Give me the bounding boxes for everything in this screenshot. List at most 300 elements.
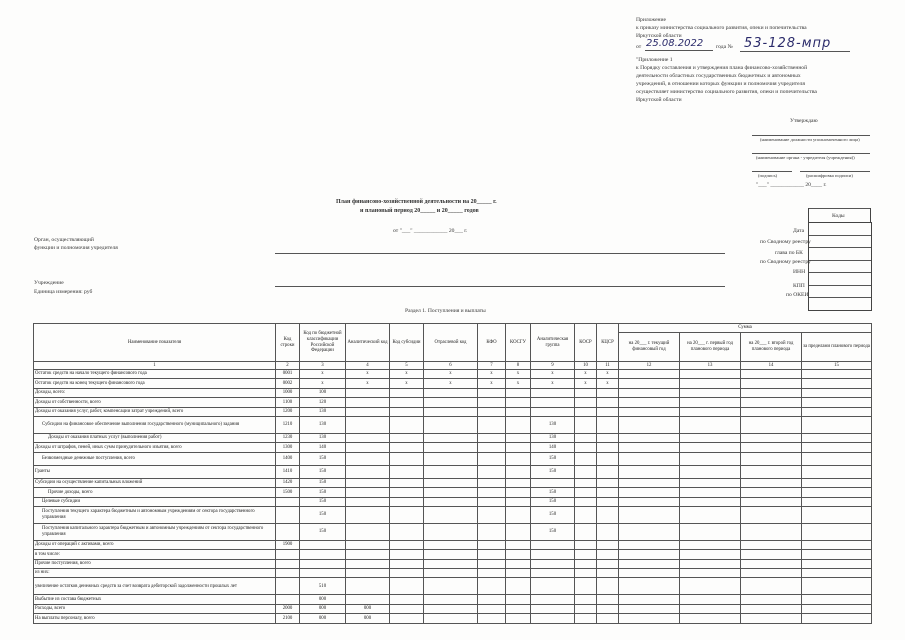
table-row bbox=[34, 433, 872, 442]
approval-sign-caption: (подпись) bbox=[758, 173, 778, 178]
cell-c11 bbox=[597, 550, 619, 559]
sum-cell[interactable] bbox=[619, 388, 680, 397]
sum-cell[interactable] bbox=[802, 523, 872, 540]
cell-c4 bbox=[346, 398, 390, 407]
sum-cell[interactable] bbox=[741, 478, 802, 487]
sum-cell[interactable] bbox=[802, 559, 872, 568]
sum-cell[interactable] bbox=[619, 379, 680, 388]
col-header-analytic-group: Аналитическая группа bbox=[531, 324, 575, 362]
sum-cell[interactable] bbox=[680, 370, 741, 379]
code-cell[interactable] bbox=[809, 223, 871, 236]
cell-c9: 150 bbox=[531, 497, 575, 506]
sum-cell[interactable] bbox=[802, 478, 872, 487]
cell-c8 bbox=[506, 407, 531, 416]
appendix-line-6: Иркутской области bbox=[636, 97, 682, 103]
code-cell[interactable] bbox=[809, 236, 871, 249]
sum-cell[interactable] bbox=[680, 443, 741, 452]
cell-c7 bbox=[478, 497, 506, 506]
cell-c9: 150 bbox=[531, 506, 575, 523]
sum-cell[interactable] bbox=[680, 433, 741, 442]
row-name: Безвозмездные денежные поступления, всего bbox=[34, 452, 276, 465]
sum-cell[interactable] bbox=[741, 604, 802, 613]
row-name: Субсидии на финансовое обеспечение выполнения государственного (муниципального) задания bbox=[34, 416, 276, 433]
organ-label: Орган, осуществляющий bbox=[34, 237, 94, 243]
cell-c9: 150 bbox=[531, 523, 575, 540]
sum-cell[interactable] bbox=[680, 465, 741, 478]
sum-cell[interactable] bbox=[619, 452, 680, 465]
cell-c11 bbox=[597, 614, 619, 623]
cell-c9: x bbox=[531, 370, 575, 379]
cell-c4 bbox=[346, 416, 390, 433]
sum-cell[interactable] bbox=[741, 488, 802, 497]
cell-c8 bbox=[506, 433, 531, 442]
sum-cell[interactable] bbox=[802, 497, 872, 506]
table-row bbox=[34, 497, 872, 506]
sum-cell[interactable] bbox=[619, 550, 680, 559]
cell-c8 bbox=[506, 540, 531, 549]
cell-c7: x bbox=[478, 379, 506, 388]
cell-c5 bbox=[390, 578, 424, 595]
sum-cell[interactable] bbox=[802, 370, 872, 379]
cell-c6: x bbox=[424, 370, 478, 379]
cell-c4 bbox=[346, 388, 390, 397]
sum-cell[interactable] bbox=[741, 433, 802, 442]
cell-c9 bbox=[531, 388, 575, 397]
column-number: 14 bbox=[741, 362, 802, 370]
cell-c5 bbox=[390, 604, 424, 613]
cell-c9 bbox=[531, 559, 575, 568]
sum-cell[interactable] bbox=[741, 497, 802, 506]
row-name: Поступления текущего характера бюджетным и автономным учреждениям от сектора государственного управления bbox=[34, 506, 276, 523]
code-cell[interactable] bbox=[809, 261, 871, 274]
cell-code: 1500 bbox=[276, 488, 300, 497]
cell-code bbox=[276, 497, 300, 506]
order-number-prefix: года № bbox=[716, 44, 733, 50]
cell-code: 1400 bbox=[276, 452, 300, 465]
column-number: 15 bbox=[802, 362, 872, 370]
cell-c4: 000 bbox=[346, 604, 390, 613]
cell-c8: x bbox=[506, 370, 531, 379]
cell-c6 bbox=[424, 465, 478, 478]
cell-c8 bbox=[506, 569, 531, 578]
cell-c8 bbox=[506, 550, 531, 559]
finance-table bbox=[33, 323, 872, 624]
row-name: в том числе: bbox=[34, 550, 276, 559]
cell-c10 bbox=[575, 559, 597, 568]
cell-bk: 130 bbox=[300, 433, 346, 442]
cell-c4 bbox=[346, 452, 390, 465]
code-cell[interactable] bbox=[809, 273, 871, 286]
institution-label: Учреждение bbox=[34, 280, 64, 286]
sum-cell[interactable] bbox=[680, 595, 741, 604]
cell-code: 2000 bbox=[276, 604, 300, 613]
cell-c11 bbox=[597, 465, 619, 478]
column-number: 13 bbox=[680, 362, 741, 370]
cell-c11 bbox=[597, 506, 619, 523]
cell-c10 bbox=[575, 614, 597, 623]
col-header-kfo: КФО bbox=[478, 324, 506, 362]
sum-cell[interactable] bbox=[680, 604, 741, 613]
cell-c7: x bbox=[478, 370, 506, 379]
sum-cell[interactable] bbox=[741, 465, 802, 478]
cell-c10 bbox=[575, 398, 597, 407]
column-number: 3 bbox=[300, 362, 346, 370]
cell-c6 bbox=[424, 398, 478, 407]
col-header-sum-4: за пределами планового периода bbox=[802, 333, 872, 362]
sum-cell[interactable] bbox=[619, 523, 680, 540]
row-name: Субсидии на осуществление капитальных вложений bbox=[34, 478, 276, 487]
cell-c11 bbox=[597, 578, 619, 595]
cell-c6 bbox=[424, 569, 478, 578]
sum-cell[interactable] bbox=[741, 569, 802, 578]
sum-cell[interactable] bbox=[741, 559, 802, 568]
cell-code bbox=[276, 595, 300, 604]
table-row bbox=[34, 398, 872, 407]
cell-c6 bbox=[424, 433, 478, 442]
cell-code: 0001 bbox=[276, 370, 300, 379]
header-line-2: к приказу министерства социального развития, опеки и попечительства bbox=[636, 25, 807, 31]
appendix-line-1: "Приложение 1 bbox=[636, 57, 673, 63]
cell-bk: 000 bbox=[300, 614, 346, 623]
cell-c9: 150 bbox=[531, 488, 575, 497]
cell-c5 bbox=[390, 478, 424, 487]
cell-c10 bbox=[575, 595, 597, 604]
code-cell[interactable] bbox=[809, 248, 871, 261]
cell-c9: x bbox=[531, 379, 575, 388]
sum-cell[interactable] bbox=[619, 398, 680, 407]
column-number: 8 bbox=[506, 362, 531, 370]
cell-c10 bbox=[575, 540, 597, 549]
code-label-bk: глава по БК bbox=[775, 250, 803, 256]
sum-cell[interactable] bbox=[802, 443, 872, 452]
cell-c6 bbox=[424, 488, 478, 497]
cell-code: 1420 bbox=[276, 478, 300, 487]
sum-cell[interactable] bbox=[619, 478, 680, 487]
cell-code bbox=[276, 578, 300, 595]
codes-box bbox=[808, 222, 872, 311]
col-header-kcsr: КЦСР bbox=[597, 324, 619, 362]
cell-c5 bbox=[390, 452, 424, 465]
cell-bk: 150 bbox=[300, 452, 346, 465]
sum-cell[interactable] bbox=[619, 488, 680, 497]
sum-cell[interactable] bbox=[802, 388, 872, 397]
cell-c4: 000 bbox=[346, 614, 390, 623]
cell-c6 bbox=[424, 604, 478, 613]
sum-cell[interactable] bbox=[619, 407, 680, 416]
sum-cell[interactable] bbox=[680, 569, 741, 578]
sum-cell[interactable] bbox=[802, 604, 872, 613]
cell-c5: x bbox=[390, 370, 424, 379]
plan-title-line-2: и плановый период 20_____ и 20_____ годов bbox=[360, 208, 479, 214]
sum-cell[interactable] bbox=[802, 569, 872, 578]
cell-c5 bbox=[390, 388, 424, 397]
sum-cell[interactable] bbox=[680, 452, 741, 465]
sum-cell[interactable] bbox=[619, 465, 680, 478]
row-name: Доходы, всего: bbox=[34, 388, 276, 397]
cell-c7 bbox=[478, 506, 506, 523]
cell-c7 bbox=[478, 540, 506, 549]
cell-c9 bbox=[531, 540, 575, 549]
sum-cell[interactable] bbox=[619, 614, 680, 623]
sum-cell[interactable] bbox=[619, 443, 680, 452]
plan-date: от "___" ____________ 20___ г. bbox=[393, 228, 468, 234]
row-name: Выбытие из состава бюджетных bbox=[34, 595, 276, 604]
table-row bbox=[34, 578, 872, 595]
column-number: 4 bbox=[346, 362, 390, 370]
cell-c11 bbox=[597, 559, 619, 568]
cell-code: 1410 bbox=[276, 465, 300, 478]
cell-c5 bbox=[390, 559, 424, 568]
column-number: 10 bbox=[575, 362, 597, 370]
code-cell[interactable] bbox=[809, 286, 871, 299]
sum-cell[interactable] bbox=[741, 614, 802, 623]
cell-c7 bbox=[478, 407, 506, 416]
organ-label-2: функции и полномочия учредителя bbox=[34, 245, 118, 251]
cell-c4 bbox=[346, 540, 390, 549]
row-name: Прочие поступления, всего bbox=[34, 559, 276, 568]
cell-c10 bbox=[575, 569, 597, 578]
sum-cell[interactable] bbox=[741, 370, 802, 379]
row-name: На выплаты персоналу, всего bbox=[34, 614, 276, 623]
table-row bbox=[34, 379, 872, 388]
sum-cell[interactable] bbox=[802, 488, 872, 497]
cell-bk: 150 bbox=[300, 465, 346, 478]
sum-cell[interactable] bbox=[741, 398, 802, 407]
cell-c8 bbox=[506, 416, 531, 433]
code-label-okei: по ОКЕИ bbox=[786, 292, 809, 298]
appendix-line-2: к Порядку составления и утверждения плана финансово-хозяйственной bbox=[636, 65, 808, 71]
cell-code: 1230 bbox=[276, 433, 300, 442]
col-header-analytic: Аналитический код bbox=[346, 324, 390, 362]
codes-heading: Коды bbox=[832, 213, 845, 219]
cell-code: 1000 bbox=[276, 388, 300, 397]
sum-cell[interactable] bbox=[802, 595, 872, 604]
cell-c11 bbox=[597, 388, 619, 397]
sum-cell[interactable] bbox=[619, 416, 680, 433]
sum-cell[interactable] bbox=[741, 506, 802, 523]
cell-c6 bbox=[424, 540, 478, 549]
appendix-line-5: осуществляет министерство социального развития, опеки и попечительства bbox=[636, 89, 817, 95]
col-header-subsidy: Код субсидии bbox=[390, 324, 424, 362]
cell-c9 bbox=[531, 569, 575, 578]
sum-cell[interactable] bbox=[802, 550, 872, 559]
sum-cell[interactable] bbox=[802, 578, 872, 595]
sum-cell[interactable] bbox=[741, 452, 802, 465]
row-name: Доходы от оказания платных услуг (выполнения работ) bbox=[34, 433, 276, 442]
cell-c10 bbox=[575, 443, 597, 452]
col-header-sector: Отраслевой код bbox=[424, 324, 478, 362]
cell-c10 bbox=[575, 465, 597, 478]
cell-c8 bbox=[506, 465, 531, 478]
sum-cell[interactable] bbox=[619, 506, 680, 523]
cell-c5 bbox=[390, 407, 424, 416]
cell-c8 bbox=[506, 443, 531, 452]
cell-c6 bbox=[424, 506, 478, 523]
cell-bk bbox=[300, 559, 346, 568]
cell-c9 bbox=[531, 407, 575, 416]
sum-cell[interactable] bbox=[802, 452, 872, 465]
table-row bbox=[34, 614, 872, 623]
cell-c8 bbox=[506, 398, 531, 407]
cell-c7 bbox=[478, 569, 506, 578]
sum-cell[interactable] bbox=[741, 379, 802, 388]
cell-c5 bbox=[390, 416, 424, 433]
sum-cell[interactable] bbox=[802, 465, 872, 478]
sum-cell[interactable] bbox=[741, 388, 802, 397]
cell-bk bbox=[300, 550, 346, 559]
cell-c9 bbox=[531, 595, 575, 604]
sum-cell[interactable] bbox=[802, 614, 872, 623]
sum-cell[interactable] bbox=[680, 497, 741, 506]
cell-c10 bbox=[575, 506, 597, 523]
sum-cell[interactable] bbox=[802, 506, 872, 523]
col-header-name: Наименование показателя bbox=[34, 324, 276, 362]
sum-cell[interactable] bbox=[741, 578, 802, 595]
cell-c4 bbox=[346, 443, 390, 452]
cell-c10 bbox=[575, 550, 597, 559]
table-row bbox=[34, 478, 872, 487]
cell-c11 bbox=[597, 452, 619, 465]
sum-cell[interactable] bbox=[680, 416, 741, 433]
sum-cell[interactable] bbox=[619, 578, 680, 595]
cell-c10 bbox=[575, 433, 597, 442]
cell-code: 1100 bbox=[276, 398, 300, 407]
sum-cell[interactable] bbox=[802, 379, 872, 388]
sum-cell[interactable] bbox=[680, 559, 741, 568]
cell-c5 bbox=[390, 614, 424, 623]
cell-c9: 130 bbox=[531, 416, 575, 433]
sum-cell[interactable] bbox=[741, 595, 802, 604]
cell-c8 bbox=[506, 559, 531, 568]
cell-code bbox=[276, 550, 300, 559]
sum-cell[interactable] bbox=[802, 416, 872, 433]
table-row bbox=[34, 452, 872, 465]
sum-cell[interactable] bbox=[741, 407, 802, 416]
cell-c8: x bbox=[506, 379, 531, 388]
table-row bbox=[34, 416, 872, 433]
cell-bk: 000 bbox=[300, 595, 346, 604]
sum-cell[interactable] bbox=[680, 523, 741, 540]
sum-cell[interactable] bbox=[741, 550, 802, 559]
cell-bk: 150 bbox=[300, 497, 346, 506]
sum-cell[interactable] bbox=[619, 595, 680, 604]
cell-c7 bbox=[478, 559, 506, 568]
sum-cell[interactable] bbox=[741, 416, 802, 433]
cell-c11 bbox=[597, 478, 619, 487]
cell-c4 bbox=[346, 497, 390, 506]
cell-c7 bbox=[478, 443, 506, 452]
sum-cell[interactable] bbox=[741, 443, 802, 452]
cell-c5 bbox=[390, 497, 424, 506]
sum-cell[interactable] bbox=[619, 569, 680, 578]
row-name: Остаток средств на начало текущего финансового года bbox=[34, 370, 276, 379]
row-name: увеличение остатков денежных средств за счет возврата дебиторской задолженности прошлых лет bbox=[34, 578, 276, 595]
order-number-handwritten: 53-128-мпр bbox=[744, 36, 832, 51]
sum-cell[interactable] bbox=[680, 388, 741, 397]
cell-c11: x bbox=[597, 379, 619, 388]
cell-c4 bbox=[346, 478, 390, 487]
cell-c5 bbox=[390, 506, 424, 523]
cell-c6 bbox=[424, 523, 478, 540]
cell-c8 bbox=[506, 614, 531, 623]
code-label-registry: по Сводному реестру bbox=[760, 239, 811, 245]
code-label-registry-2: по Сводному реестру bbox=[760, 259, 811, 265]
cell-c10 bbox=[575, 497, 597, 506]
sum-cell[interactable] bbox=[619, 433, 680, 442]
sum-cell[interactable] bbox=[802, 433, 872, 442]
cell-c10 bbox=[575, 388, 597, 397]
cell-c8 bbox=[506, 478, 531, 487]
cell-c9 bbox=[531, 478, 575, 487]
col-header-kosr: КОСР bbox=[575, 324, 597, 362]
cell-c7 bbox=[478, 478, 506, 487]
cell-c7 bbox=[478, 433, 506, 442]
table-row bbox=[34, 540, 872, 549]
cell-c11 bbox=[597, 488, 619, 497]
sum-cell[interactable] bbox=[619, 497, 680, 506]
sum-cell[interactable] bbox=[802, 407, 872, 416]
sum-cell[interactable] bbox=[680, 407, 741, 416]
sum-cell[interactable] bbox=[680, 550, 741, 559]
column-number: 5 bbox=[390, 362, 424, 370]
cell-c6 bbox=[424, 497, 478, 506]
cell-code bbox=[276, 569, 300, 578]
cell-c9 bbox=[531, 578, 575, 595]
cell-c11 bbox=[597, 604, 619, 613]
col-header-sum-2: на 20___ г. первый год планового периода bbox=[680, 333, 741, 362]
sum-cell[interactable] bbox=[680, 488, 741, 497]
sum-cell[interactable] bbox=[680, 398, 741, 407]
section-title: Раздел 1. Поступления и выплаты bbox=[405, 308, 486, 314]
sum-cell[interactable] bbox=[619, 370, 680, 379]
cell-c10 bbox=[575, 416, 597, 433]
sum-cell[interactable] bbox=[619, 540, 680, 549]
cell-c9 bbox=[531, 550, 575, 559]
approval-date-line: "___" ____________ 20____ г. bbox=[756, 182, 827, 188]
table-row bbox=[34, 443, 872, 452]
cell-c4 bbox=[346, 569, 390, 578]
cell-c8 bbox=[506, 497, 531, 506]
sum-cell[interactable] bbox=[619, 559, 680, 568]
sum-cell[interactable] bbox=[680, 379, 741, 388]
cell-c6: x bbox=[424, 379, 478, 388]
row-name: Остаток средств на конец текущего финансового года bbox=[34, 379, 276, 388]
sum-cell[interactable] bbox=[802, 540, 872, 549]
sum-cell[interactable] bbox=[680, 614, 741, 623]
sum-cell[interactable] bbox=[680, 506, 741, 523]
order-date-prefix: от bbox=[636, 44, 642, 50]
sum-cell[interactable] bbox=[741, 540, 802, 549]
cell-c11 bbox=[597, 416, 619, 433]
cell-code: 1200 bbox=[276, 407, 300, 416]
cell-c7 bbox=[478, 578, 506, 595]
col-header-sum: Сумма bbox=[619, 324, 872, 333]
sum-cell[interactable] bbox=[741, 523, 802, 540]
cell-bk: 150 bbox=[300, 488, 346, 497]
cell-bk: 140 bbox=[300, 443, 346, 452]
cell-c7 bbox=[478, 388, 506, 397]
code-cell[interactable] bbox=[809, 298, 871, 310]
cell-bk: 130 bbox=[300, 416, 346, 433]
cell-c6 bbox=[424, 478, 478, 487]
cell-code: 1300 bbox=[276, 443, 300, 452]
sum-cell[interactable] bbox=[680, 540, 741, 549]
sum-cell[interactable] bbox=[802, 398, 872, 407]
sum-cell[interactable] bbox=[680, 478, 741, 487]
sum-cell[interactable] bbox=[619, 604, 680, 613]
sum-cell[interactable] bbox=[680, 578, 741, 595]
cell-c9: 140 bbox=[531, 443, 575, 452]
